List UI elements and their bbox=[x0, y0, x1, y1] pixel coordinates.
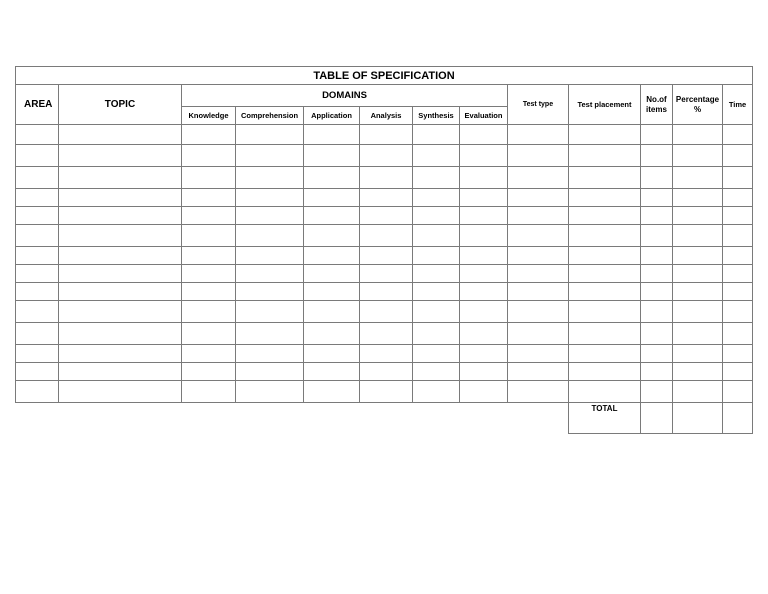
table-cell[interactable] bbox=[59, 247, 182, 265]
header-area: AREA bbox=[16, 85, 59, 125]
table-cell[interactable] bbox=[569, 265, 641, 283]
domain-comprehension: Comprehension bbox=[236, 107, 304, 125]
table-cell[interactable] bbox=[413, 167, 460, 189]
domain-synthesis: Synthesis bbox=[413, 107, 460, 125]
table-cell[interactable] bbox=[360, 225, 413, 247]
table-cell[interactable] bbox=[413, 145, 460, 167]
table-cell[interactable] bbox=[16, 283, 59, 301]
table-cell[interactable] bbox=[508, 323, 569, 345]
total-time-cell[interactable] bbox=[723, 403, 753, 434]
table-row bbox=[16, 207, 753, 225]
table-cell[interactable] bbox=[508, 145, 569, 167]
table-cell[interactable] bbox=[723, 225, 753, 247]
total-no-of-items-cell[interactable] bbox=[641, 403, 673, 434]
table-cell[interactable] bbox=[569, 283, 641, 301]
table-cell[interactable] bbox=[569, 345, 641, 363]
table-cell[interactable] bbox=[460, 247, 508, 265]
table-row bbox=[16, 381, 753, 403]
table-cell[interactable] bbox=[236, 189, 304, 207]
table-cell[interactable] bbox=[641, 363, 673, 381]
table-cell[interactable] bbox=[59, 145, 182, 167]
table-row bbox=[16, 323, 753, 345]
table-cell[interactable] bbox=[182, 247, 236, 265]
table-cell[interactable] bbox=[59, 189, 182, 207]
table-cell[interactable] bbox=[182, 167, 236, 189]
header-test-placement: Test placement bbox=[569, 85, 641, 125]
table-cell[interactable] bbox=[16, 189, 59, 207]
total-row-spacer bbox=[16, 403, 569, 434]
table-cell[interactable] bbox=[59, 283, 182, 301]
table-cell[interactable] bbox=[723, 125, 753, 145]
table-cell[interactable] bbox=[59, 301, 182, 323]
table-cell[interactable] bbox=[360, 283, 413, 301]
table-cell[interactable] bbox=[673, 301, 723, 323]
header-percentage: Percentage % bbox=[673, 85, 723, 125]
table-cell[interactable] bbox=[413, 189, 460, 207]
table-row bbox=[16, 345, 753, 363]
table-cell[interactable] bbox=[59, 345, 182, 363]
table-cell[interactable] bbox=[182, 145, 236, 167]
table-cell[interactable] bbox=[360, 323, 413, 345]
table-cell[interactable] bbox=[673, 363, 723, 381]
table-cell[interactable] bbox=[508, 207, 569, 225]
table-cell[interactable] bbox=[236, 345, 304, 363]
table-cell[interactable] bbox=[16, 345, 59, 363]
total-label: TOTAL bbox=[569, 403, 641, 434]
table-cell[interactable] bbox=[413, 323, 460, 345]
domain-application: Application bbox=[304, 107, 360, 125]
table-row bbox=[16, 167, 753, 189]
table-row bbox=[16, 363, 753, 381]
table-cell[interactable] bbox=[413, 225, 460, 247]
table-cell[interactable] bbox=[641, 189, 673, 207]
table-cell[interactable] bbox=[182, 125, 236, 145]
table-cell[interactable] bbox=[236, 301, 304, 323]
table-cell[interactable] bbox=[304, 381, 360, 403]
table-cell[interactable] bbox=[508, 381, 569, 403]
table-cell[interactable] bbox=[673, 225, 723, 247]
table-cell[interactable] bbox=[673, 125, 723, 145]
table-cell[interactable] bbox=[59, 125, 182, 145]
table-cell[interactable] bbox=[569, 381, 641, 403]
table-row bbox=[16, 283, 753, 301]
table-cell[interactable] bbox=[182, 265, 236, 283]
table-cell[interactable] bbox=[236, 265, 304, 283]
table-cell[interactable] bbox=[569, 363, 641, 381]
table-cell[interactable] bbox=[413, 265, 460, 283]
header-domains: DOMAINS bbox=[182, 85, 508, 107]
table-cell[interactable] bbox=[569, 189, 641, 207]
domain-knowledge: Knowledge bbox=[182, 107, 236, 125]
table-cell[interactable] bbox=[59, 207, 182, 225]
table-cell[interactable] bbox=[413, 301, 460, 323]
table-cell[interactable] bbox=[360, 125, 413, 145]
table-cell[interactable] bbox=[182, 381, 236, 403]
table-cell[interactable] bbox=[304, 283, 360, 301]
table-cell[interactable] bbox=[304, 207, 360, 225]
table-cell[interactable] bbox=[360, 167, 413, 189]
table-cell[interactable] bbox=[236, 167, 304, 189]
header-test-type: Test type bbox=[508, 85, 569, 125]
table-cell[interactable] bbox=[723, 283, 753, 301]
table-cell[interactable] bbox=[460, 207, 508, 225]
table-cell[interactable] bbox=[413, 345, 460, 363]
table-cell[interactable] bbox=[569, 301, 641, 323]
table-cell[interactable] bbox=[413, 381, 460, 403]
table-cell[interactable] bbox=[460, 381, 508, 403]
table-cell[interactable] bbox=[673, 167, 723, 189]
table-cell[interactable] bbox=[16, 301, 59, 323]
table-cell[interactable] bbox=[360, 207, 413, 225]
table-cell[interactable] bbox=[723, 247, 753, 265]
table-cell[interactable] bbox=[182, 283, 236, 301]
table-cell[interactable] bbox=[460, 283, 508, 301]
total-row bbox=[16, 403, 753, 434]
table-cell[interactable] bbox=[641, 145, 673, 167]
table-cell[interactable] bbox=[460, 189, 508, 207]
table-cell[interactable] bbox=[508, 225, 569, 247]
table-cell[interactable] bbox=[413, 207, 460, 225]
table-cell[interactable] bbox=[723, 345, 753, 363]
table-cell[interactable] bbox=[641, 247, 673, 265]
table-cell[interactable] bbox=[641, 225, 673, 247]
header-no-of-items: No.of items bbox=[641, 85, 673, 125]
table-cell[interactable] bbox=[360, 189, 413, 207]
table-cell[interactable] bbox=[673, 265, 723, 283]
table-cell[interactable] bbox=[641, 265, 673, 283]
table-cell[interactable] bbox=[673, 189, 723, 207]
table-cell[interactable] bbox=[182, 225, 236, 247]
table-cell[interactable] bbox=[460, 125, 508, 145]
table-cell[interactable] bbox=[569, 225, 641, 247]
table-cell[interactable] bbox=[673, 323, 723, 345]
table-cell[interactable] bbox=[236, 225, 304, 247]
table-cell[interactable] bbox=[360, 265, 413, 283]
table-cell[interactable] bbox=[59, 381, 182, 403]
table-cell[interactable] bbox=[508, 189, 569, 207]
table-cell[interactable] bbox=[460, 323, 508, 345]
table-cell[interactable] bbox=[723, 167, 753, 189]
table-cell[interactable] bbox=[673, 207, 723, 225]
table-cell[interactable] bbox=[673, 381, 723, 403]
table-cell[interactable] bbox=[59, 265, 182, 283]
table-cell[interactable] bbox=[16, 145, 59, 167]
table-cell[interactable] bbox=[304, 323, 360, 345]
table-row bbox=[16, 301, 753, 323]
table-cell[interactable] bbox=[723, 207, 753, 225]
table-cell[interactable] bbox=[460, 265, 508, 283]
table-cell[interactable] bbox=[304, 363, 360, 381]
table-row bbox=[16, 189, 753, 207]
table-cell[interactable] bbox=[723, 265, 753, 283]
total-percentage-cell[interactable] bbox=[673, 403, 723, 434]
table-cell[interactable] bbox=[460, 363, 508, 381]
table-cell[interactable] bbox=[182, 323, 236, 345]
table-cell[interactable] bbox=[460, 301, 508, 323]
table-cell[interactable] bbox=[16, 363, 59, 381]
table-cell[interactable] bbox=[673, 145, 723, 167]
table-cell[interactable] bbox=[508, 345, 569, 363]
table-cell[interactable] bbox=[16, 207, 59, 225]
table-cell[interactable] bbox=[569, 145, 641, 167]
table-cell[interactable] bbox=[304, 225, 360, 247]
table-cell[interactable] bbox=[569, 125, 641, 145]
table-cell[interactable] bbox=[304, 301, 360, 323]
table-cell[interactable] bbox=[641, 167, 673, 189]
table-cell[interactable] bbox=[304, 189, 360, 207]
table-cell[interactable] bbox=[641, 323, 673, 345]
domain-analysis: Analysis bbox=[360, 107, 413, 125]
table-cell[interactable] bbox=[304, 345, 360, 363]
table-cell[interactable] bbox=[182, 363, 236, 381]
table-cell[interactable] bbox=[508, 301, 569, 323]
table-cell[interactable] bbox=[641, 345, 673, 363]
table-cell[interactable] bbox=[236, 247, 304, 265]
specification-table bbox=[15, 66, 753, 434]
table-cell[interactable] bbox=[360, 301, 413, 323]
table-cell[interactable] bbox=[723, 323, 753, 345]
table-cell[interactable] bbox=[641, 125, 673, 145]
table-cell[interactable] bbox=[508, 247, 569, 265]
table-cell[interactable] bbox=[508, 283, 569, 301]
table-cell[interactable] bbox=[641, 381, 673, 403]
table-cell[interactable] bbox=[16, 265, 59, 283]
table-row bbox=[16, 225, 753, 247]
domain-evaluation: Evaluation bbox=[460, 107, 508, 125]
table-cell[interactable] bbox=[723, 381, 753, 403]
table-cell[interactable] bbox=[304, 125, 360, 145]
table-cell[interactable] bbox=[360, 381, 413, 403]
table-cell[interactable] bbox=[236, 283, 304, 301]
table-cell[interactable] bbox=[16, 381, 59, 403]
table-cell[interactable] bbox=[236, 381, 304, 403]
table-cell[interactable] bbox=[460, 145, 508, 167]
table-cell[interactable] bbox=[569, 207, 641, 225]
table-cell[interactable] bbox=[304, 265, 360, 283]
table-cell[interactable] bbox=[16, 125, 59, 145]
table-cell[interactable] bbox=[16, 167, 59, 189]
table-cell[interactable] bbox=[569, 167, 641, 189]
table-cell[interactable] bbox=[460, 345, 508, 363]
table-cell[interactable] bbox=[641, 207, 673, 225]
table-cell[interactable] bbox=[360, 247, 413, 265]
table-cell[interactable] bbox=[182, 189, 236, 207]
table-cell[interactable] bbox=[236, 363, 304, 381]
table-cell[interactable] bbox=[673, 283, 723, 301]
table-cell[interactable] bbox=[413, 247, 460, 265]
table-cell[interactable] bbox=[182, 345, 236, 363]
table-cell[interactable] bbox=[673, 247, 723, 265]
table-cell[interactable] bbox=[723, 145, 753, 167]
table-cell[interactable] bbox=[304, 167, 360, 189]
table-cell[interactable] bbox=[16, 247, 59, 265]
table-cell[interactable] bbox=[304, 145, 360, 167]
table-cell[interactable] bbox=[723, 189, 753, 207]
table-cell[interactable] bbox=[59, 225, 182, 247]
table-cell[interactable] bbox=[413, 125, 460, 145]
table-cell[interactable] bbox=[304, 247, 360, 265]
table-cell[interactable] bbox=[508, 167, 569, 189]
table-cell[interactable] bbox=[413, 363, 460, 381]
table-cell[interactable] bbox=[236, 207, 304, 225]
table-cell[interactable] bbox=[182, 301, 236, 323]
table-row bbox=[16, 265, 753, 283]
table-cell[interactable] bbox=[569, 247, 641, 265]
table-cell[interactable] bbox=[723, 363, 753, 381]
table-cell[interactable] bbox=[16, 225, 59, 247]
table-cell[interactable] bbox=[236, 145, 304, 167]
table-cell[interactable] bbox=[413, 283, 460, 301]
table-cell[interactable] bbox=[508, 363, 569, 381]
table-cell[interactable] bbox=[641, 301, 673, 323]
table-cell[interactable] bbox=[360, 145, 413, 167]
table-cell[interactable] bbox=[508, 125, 569, 145]
table-cell[interactable] bbox=[59, 323, 182, 345]
table-cell[interactable] bbox=[460, 225, 508, 247]
table-cell[interactable] bbox=[182, 207, 236, 225]
table-cell[interactable] bbox=[236, 323, 304, 345]
table-cell[interactable] bbox=[673, 345, 723, 363]
header-time: Time bbox=[723, 85, 753, 125]
table-title: TABLE OF SPECIFICATION bbox=[16, 67, 753, 85]
table-cell[interactable] bbox=[360, 345, 413, 363]
table-cell[interactable] bbox=[569, 323, 641, 345]
table-cell[interactable] bbox=[508, 265, 569, 283]
table-row bbox=[16, 125, 753, 145]
table-cell[interactable] bbox=[16, 323, 59, 345]
table-row bbox=[16, 247, 753, 265]
table-cell[interactable] bbox=[460, 167, 508, 189]
table-cell[interactable] bbox=[723, 301, 753, 323]
header-topic: TOPIC bbox=[59, 85, 182, 125]
table-cell[interactable] bbox=[360, 363, 413, 381]
table-cell[interactable] bbox=[59, 167, 182, 189]
table-row bbox=[16, 145, 753, 167]
table-cell[interactable] bbox=[236, 125, 304, 145]
table-cell[interactable] bbox=[641, 283, 673, 301]
table-cell[interactable] bbox=[59, 363, 182, 381]
